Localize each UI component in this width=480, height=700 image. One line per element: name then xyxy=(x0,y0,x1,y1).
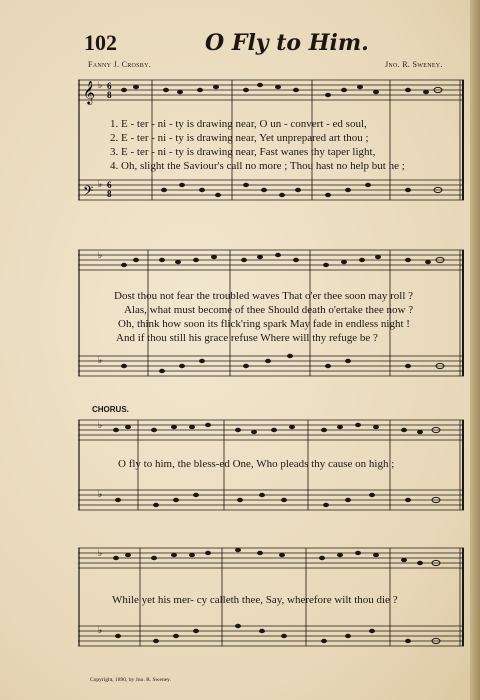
music-system-4 xyxy=(78,542,464,672)
verse-line-1b: Dost thou not fear the troubled waves That o'er thee soon may roll ? xyxy=(114,290,414,302)
music-system-3 xyxy=(78,414,464,534)
svg-text:6: 6 xyxy=(107,81,112,91)
svg-text:8: 8 xyxy=(107,90,112,100)
svg-text:♭: ♭ xyxy=(98,355,103,365)
svg-text:♭: ♭ xyxy=(98,489,103,499)
verse-line-2b: Alas, what must become of thee Should death o'ertake thee now ? xyxy=(124,304,414,316)
svg-text:♭: ♭ xyxy=(98,420,103,430)
composer-credit: Jno. R. Sweney. xyxy=(385,60,443,69)
verse-line-3b: Oh, think how soon its flick'ring spark May fade in endless night ! xyxy=(118,318,410,330)
svg-text:𝄞: 𝄞 xyxy=(83,80,95,104)
music-system-2 xyxy=(78,244,464,394)
lyricist-credit: Fanny J. Crosby. xyxy=(88,60,152,69)
svg-text:6: 6 xyxy=(107,180,112,190)
verse-line-4b: And if thou still his grace refuse Where will thy refuge be ? xyxy=(116,332,378,344)
chorus-line-2: While yet his mer- cy calleth thee, Say, wherefore wilt thou die ? xyxy=(112,594,398,606)
copyright-notice: Copyright, 1890, by Jno. R. Sweney. xyxy=(90,677,171,683)
verse-line-4a: 4. Oh, slight the Saviour's call no more ; Thou hast no help but he ; xyxy=(110,160,405,172)
music-system-1 xyxy=(78,74,464,224)
page-number: 102 xyxy=(84,30,117,55)
svg-text:𝄢: 𝄢 xyxy=(83,183,94,202)
svg-text:♭: ♭ xyxy=(98,625,103,635)
svg-text:♭: ♭ xyxy=(98,548,103,558)
hymn-title: O Fly to Him. xyxy=(205,30,369,56)
staff-lines-system-3 xyxy=(78,414,464,534)
svg-text:♭: ♭ xyxy=(98,179,103,189)
verse-line-1a: 1. E - ter - ni - ty is drawing near, O un - convert - ed soul, xyxy=(110,118,367,130)
svg-text:♭: ♭ xyxy=(98,80,103,90)
svg-text:♭: ♭ xyxy=(98,250,103,260)
verse-line-2a: 2. E - ter - ni - ty is drawing near, Yet unprepared art thou ; xyxy=(110,132,369,144)
verse-line-3a: 3. E - ter - ni - ty is drawing near, Fast wanes thy taper light, xyxy=(110,146,376,158)
svg-text:8: 8 xyxy=(107,189,112,199)
staff-lines-system-4 xyxy=(78,542,464,672)
book-spine-edge xyxy=(470,0,480,700)
chorus-label: CHORUS. xyxy=(92,405,129,414)
chorus-line-1: O fly to him, the bless-ed One, Who pleads thy cause on high ; xyxy=(118,458,395,470)
